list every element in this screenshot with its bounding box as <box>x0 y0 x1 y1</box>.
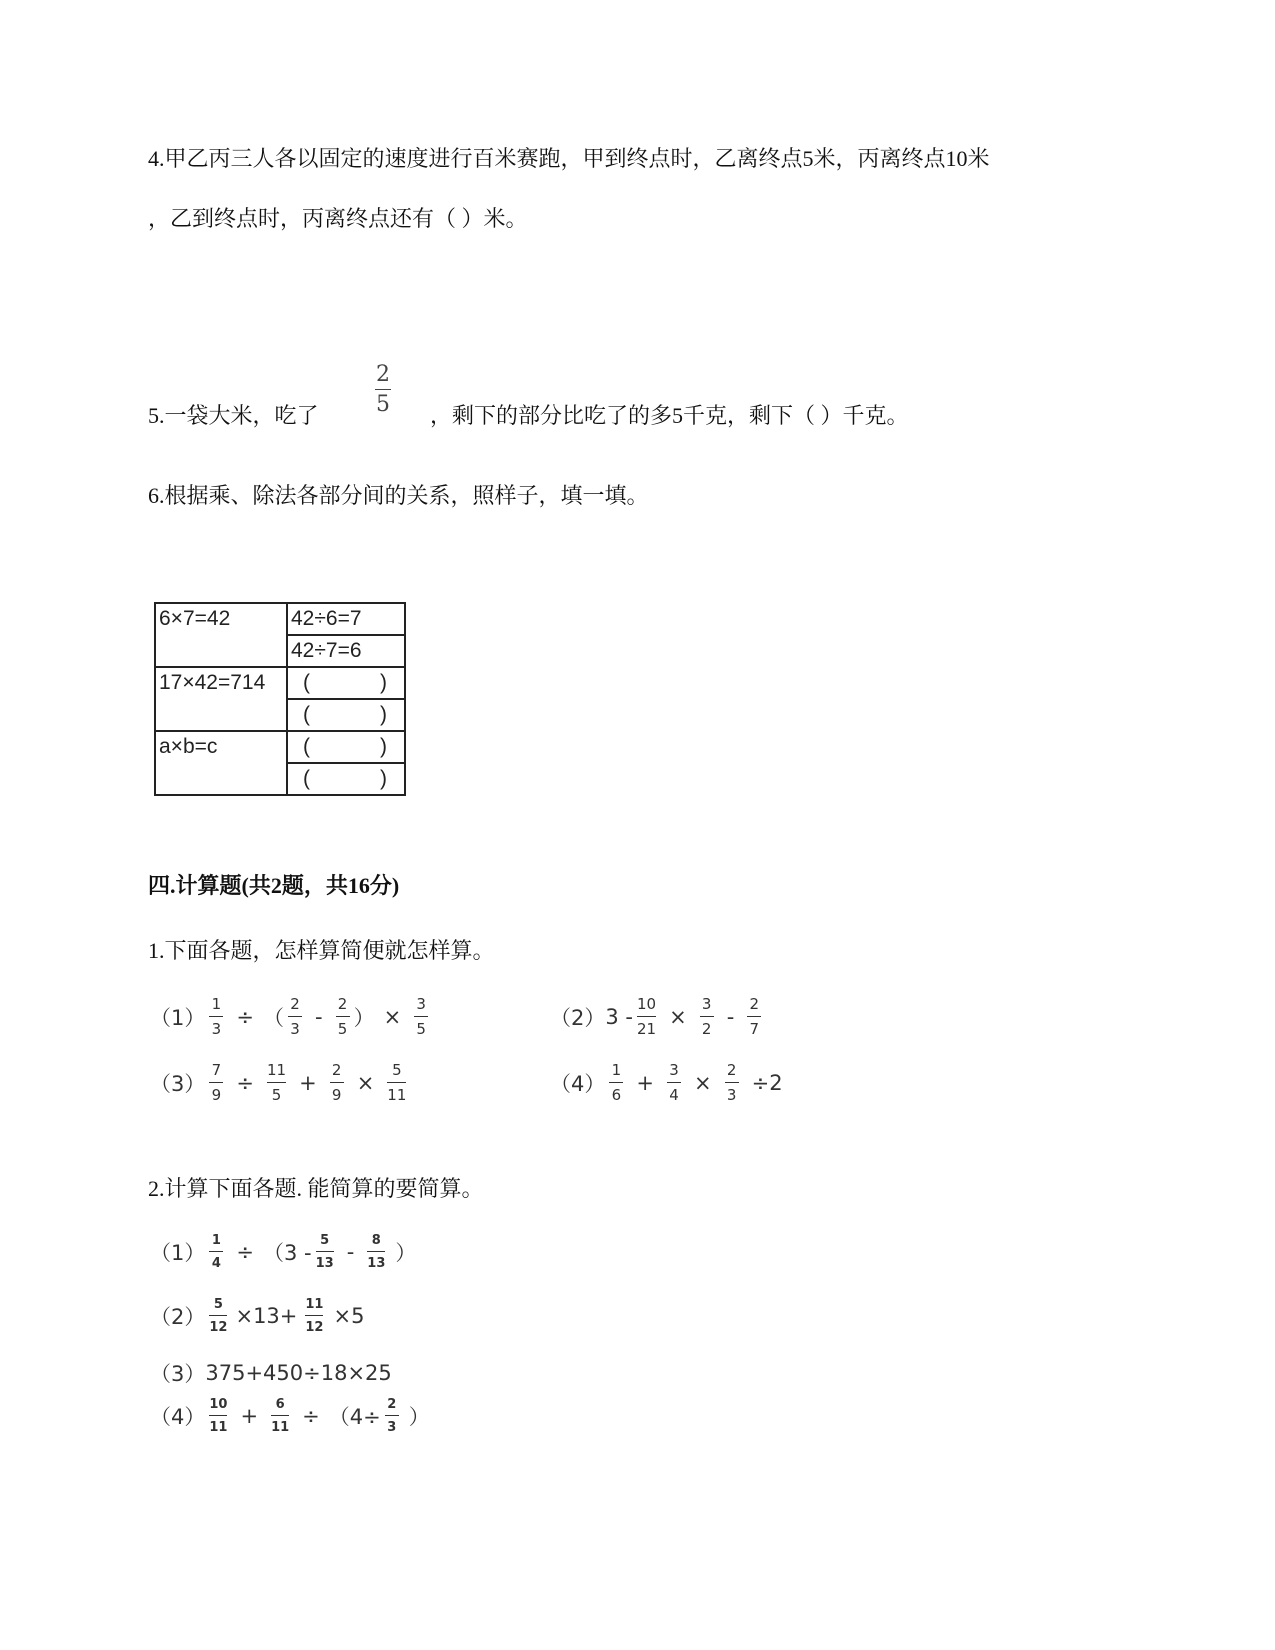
operator: × <box>356 1071 375 1095</box>
close-paren: ) <box>380 703 387 726</box>
numerator: 10 <box>209 1397 228 1412</box>
denominator: 11 <box>209 1420 228 1435</box>
problem-label: （3） <box>150 1362 206 1386</box>
fraction-bar <box>330 1082 344 1083</box>
fraction <box>288 997 302 1037</box>
operator: + <box>636 1071 654 1095</box>
denominator: 3 <box>290 1020 300 1038</box>
denominator: 5 <box>337 1020 348 1038</box>
close-paren: ) <box>380 671 387 694</box>
fraction-bar <box>747 1016 761 1017</box>
problem-label: （2） <box>150 1305 206 1329</box>
numerator: 11 <box>266 1061 287 1079</box>
calc-2-problem-1 <box>150 1234 416 1270</box>
expression-text: ×5 <box>333 1304 365 1328</box>
close-paren: ) <box>380 735 387 758</box>
table-cell-answer: 42÷7=6 <box>287 635 405 667</box>
open-paren: ( <box>303 735 310 758</box>
fraction <box>209 997 223 1037</box>
problem-label: （1） <box>150 1241 206 1265</box>
fraction-bar <box>209 1415 227 1416</box>
numerator: 1 <box>611 1061 622 1079</box>
table-cell-answer: 42÷6=7 <box>287 603 405 635</box>
numerator: 3 <box>701 995 712 1013</box>
numerator: 3 <box>416 995 426 1013</box>
numerator: 5 <box>320 1233 330 1248</box>
question-5-fraction <box>375 364 391 416</box>
denominator: 9 <box>331 1086 342 1104</box>
denominator: 12 <box>305 1320 324 1335</box>
denominator: 7 <box>749 1020 760 1038</box>
expression-text: 375+450÷18×25 <box>205 1361 392 1385</box>
expression-text: （4÷ <box>328 1405 381 1429</box>
denominator: 4 <box>211 1256 221 1271</box>
relation-table <box>154 602 406 796</box>
numerator: 1 <box>211 1233 221 1248</box>
denominator: 11 <box>387 1086 407 1104</box>
operator: ÷ <box>236 1005 254 1029</box>
expression-text: （3 - <box>262 1241 312 1265</box>
denominator: 12 <box>209 1320 228 1335</box>
calc-2-problem-4 <box>150 1398 430 1434</box>
answer-blank[interactable] <box>287 731 405 763</box>
question-5-text-after: ，剩下的部分比吃了的多5千克，剩下（ ）千克。 <box>430 403 909 428</box>
fraction-bar <box>305 1315 323 1316</box>
numerator: 3 <box>669 1061 679 1079</box>
numerator: 5 <box>392 1061 402 1079</box>
operator: - <box>346 1240 355 1264</box>
fraction <box>336 997 350 1037</box>
question-5-text-before: 5.一袋大米，吃了 <box>148 403 319 428</box>
fraction <box>209 1398 227 1434</box>
fraction <box>637 997 656 1037</box>
fraction <box>414 997 428 1037</box>
close-paren: ) <box>380 767 387 790</box>
operator: - <box>726 1005 735 1029</box>
paren: ） <box>353 1006 375 1030</box>
fraction-denominator: 5 <box>376 392 390 417</box>
answer-blank[interactable] <box>287 667 405 699</box>
fraction-bar <box>414 1016 428 1017</box>
fraction-bar <box>209 1082 223 1083</box>
table-row <box>155 731 405 763</box>
question-4-line-2: ，乙到终点时，丙离终点还有（ ）米。 <box>148 206 528 231</box>
calc-question-2-text: 2.计算下面各题. 能简算的要简算。 <box>148 1176 484 1201</box>
fraction <box>700 997 714 1037</box>
fraction-bar <box>367 1251 385 1252</box>
fraction-bar <box>385 1415 399 1416</box>
fraction <box>609 1063 623 1103</box>
calc-question-1-text: 1.下面各题，怎样算简便就怎样算。 <box>148 938 495 963</box>
expression-text: ×13+ <box>235 1304 298 1328</box>
problem-label: （4） <box>150 1405 206 1429</box>
paren: （ <box>262 1006 284 1030</box>
expression-text: 3 - <box>605 1005 633 1029</box>
denominator: 5 <box>416 1020 426 1038</box>
denominator: 5 <box>271 1086 282 1104</box>
table-cell-equation: a×b=c <box>155 731 287 795</box>
operator: ÷ <box>302 1404 320 1428</box>
problem-label: （1） <box>150 1006 206 1030</box>
fraction <box>271 1398 289 1434</box>
denominator: 3 <box>387 1420 397 1435</box>
numerator: 2 <box>337 995 348 1013</box>
fraction-bar <box>667 1082 681 1083</box>
fraction <box>209 1234 223 1270</box>
operator: × <box>693 1071 712 1095</box>
denominator: 4 <box>669 1086 679 1104</box>
fraction <box>667 1063 681 1103</box>
fraction-bar <box>375 389 391 390</box>
fraction-bar <box>725 1082 739 1083</box>
denominator: 2 <box>701 1020 712 1038</box>
table-row <box>155 603 405 635</box>
calc-1-problem-3 <box>150 1063 410 1103</box>
fraction-bar <box>387 1082 406 1083</box>
fraction-bar <box>267 1082 286 1083</box>
operator: - <box>314 1005 323 1029</box>
calc-2-problem-3 <box>150 1358 392 1388</box>
numerator: 10 <box>637 995 657 1013</box>
operator: × <box>383 1005 402 1029</box>
fraction-numerator: 2 <box>376 362 390 387</box>
calc-1-problem-4 <box>550 1063 792 1103</box>
numerator: 2 <box>290 995 300 1013</box>
fraction-bar <box>209 1016 223 1017</box>
numerator: 2 <box>726 1061 737 1079</box>
fraction-bar <box>609 1082 623 1083</box>
fraction-bar <box>209 1251 223 1252</box>
fraction <box>387 1063 406 1103</box>
fraction <box>747 997 761 1037</box>
denominator: 3 <box>726 1086 737 1104</box>
fraction-bar <box>316 1251 334 1252</box>
expression-text: ÷2 <box>751 1071 783 1095</box>
denominator: 6 <box>611 1086 622 1104</box>
operator: + <box>299 1071 317 1095</box>
numerator: 2 <box>331 1061 342 1079</box>
denominator: 21 <box>637 1020 657 1038</box>
answer-blank[interactable] <box>287 763 405 795</box>
denominator: 9 <box>211 1086 222 1104</box>
operator: × <box>669 1005 687 1029</box>
fraction <box>385 1398 399 1434</box>
fraction <box>209 1063 223 1103</box>
numerator: 5 <box>213 1297 223 1312</box>
fraction-bar <box>288 1016 302 1017</box>
operator: + <box>240 1404 259 1428</box>
open-paren: ( <box>303 703 310 726</box>
numerator: 6 <box>275 1397 285 1412</box>
fraction <box>305 1298 323 1334</box>
table-row <box>155 667 405 699</box>
paren: ） <box>395 1241 417 1265</box>
question-6-text: 6.根据乘、除法各部分间的关系，照样子，填一填。 <box>148 483 649 508</box>
fraction <box>267 1063 286 1103</box>
numerator: 2 <box>749 995 760 1013</box>
table-cell-equation: 17×42=714 <box>155 667 287 731</box>
open-paren: ( <box>303 767 310 790</box>
operator: ÷ <box>236 1240 254 1264</box>
calc-1-problem-1 <box>150 997 432 1037</box>
section-heading: 四.计算题(共2题，共16分) <box>148 873 400 898</box>
fraction <box>209 1298 227 1334</box>
numerator: 7 <box>211 1061 222 1079</box>
calc-1-problem-2 <box>550 997 765 1037</box>
denominator: 13 <box>315 1256 334 1271</box>
denominator: 13 <box>367 1256 386 1271</box>
fraction-bar <box>209 1315 227 1316</box>
fraction-bar <box>700 1016 714 1017</box>
numerator: 8 <box>371 1233 381 1248</box>
problem-label: （2） <box>550 1006 606 1030</box>
paren: ） <box>408 1405 430 1429</box>
table-cell-equation: 6×7=42 <box>155 603 287 667</box>
numerator: 11 <box>305 1297 324 1312</box>
calc-2-problem-2 <box>150 1298 364 1334</box>
question-4-line-1: 4.甲乙丙三人各以固定的速度进行百米赛跑，甲到终点时，乙离终点5米，丙离终点10米 <box>148 146 990 171</box>
fraction <box>725 1063 739 1103</box>
fraction-bar <box>271 1415 289 1416</box>
fraction <box>367 1234 385 1270</box>
denominator: 11 <box>271 1420 290 1435</box>
fraction <box>316 1234 334 1270</box>
numerator: 1 <box>211 995 222 1013</box>
fraction-bar <box>637 1016 656 1017</box>
problem-label: （3） <box>150 1072 206 1096</box>
answer-blank[interactable] <box>287 699 405 731</box>
fraction-bar <box>336 1016 350 1017</box>
open-paren: ( <box>303 671 310 694</box>
numerator: 2 <box>387 1397 397 1412</box>
denominator: 3 <box>211 1020 222 1038</box>
fraction <box>330 1063 344 1103</box>
operator: ÷ <box>236 1071 254 1095</box>
problem-label: （4） <box>550 1072 606 1096</box>
